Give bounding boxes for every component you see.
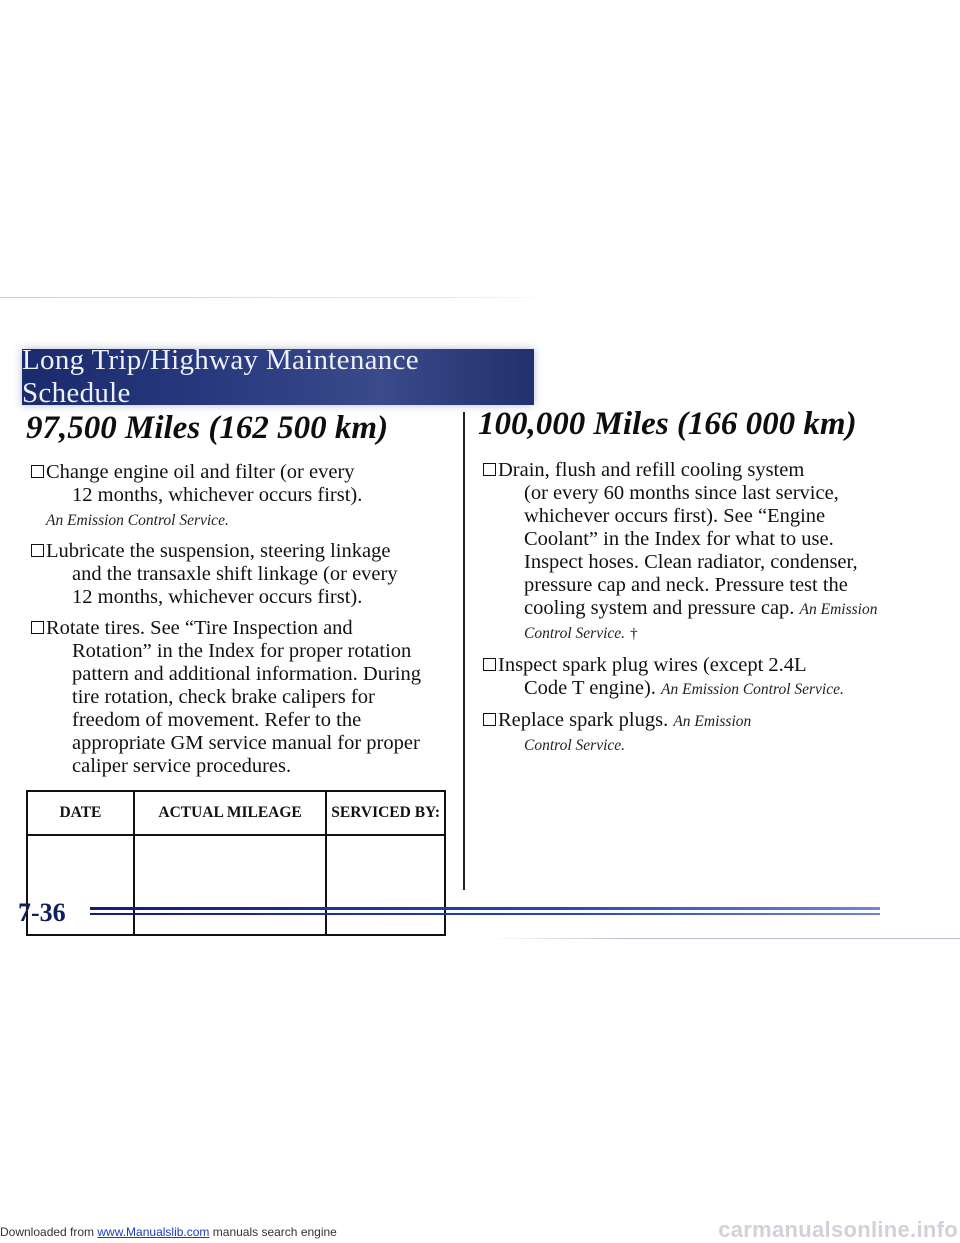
checklist-item-spark-plugs xyxy=(478,709,908,757)
item-text-cont: tire rotation, check brake calipers for xyxy=(72,686,375,708)
dagger-mark: † xyxy=(630,626,638,642)
item-text: Inspect spark plug wires (except 2.4L xyxy=(498,654,807,676)
emission-note: An Emission Control Service. xyxy=(661,681,844,698)
table-header-mileage: ACTUAL MILEAGE xyxy=(134,791,326,835)
footer-rule xyxy=(90,913,880,915)
checkbox[interactable] xyxy=(483,658,496,671)
left-column xyxy=(26,410,456,936)
item-text-cont: freedom of movement. Refer to the xyxy=(72,709,362,731)
table-cell-serviced-by[interactable] xyxy=(326,835,445,935)
item-text: Rotate tires. See “Tire Inspection and xyxy=(46,617,353,639)
table-header-serviced-by: SERVICED BY: xyxy=(326,791,445,835)
item-text-cont: 12 months, whichever occurs first). xyxy=(72,484,363,506)
item-text-last: Code T engine). xyxy=(524,677,656,699)
page-top-rule xyxy=(0,297,560,298)
right-column xyxy=(478,406,908,762)
item-text-cont: caliper service procedures. xyxy=(72,755,292,777)
manualslib-link[interactable]: www.Manualslib.com xyxy=(97,1225,210,1239)
item-text: Drain, flush and refill cooling system xyxy=(498,459,805,481)
item-text-cont: pattern and additional information. During xyxy=(72,663,421,685)
right-section-heading: 100,000 Miles (166 000 km) xyxy=(478,406,857,442)
column-divider xyxy=(463,412,465,890)
checkbox[interactable] xyxy=(31,544,44,557)
checkbox[interactable] xyxy=(31,621,44,634)
download-suffix: manuals search engine xyxy=(209,1225,337,1239)
emission-note-cont: Control Service. xyxy=(524,737,626,754)
item-text: Change engine oil and filter (or every xyxy=(46,461,355,483)
item-text-cont: Inspect hoses. Clean radiator, condenser, xyxy=(524,551,858,573)
item-text-cont xyxy=(498,597,908,621)
item-text-cont xyxy=(498,621,908,646)
emission-note: An Emission xyxy=(673,713,752,730)
site-watermark: carmanualsonline.info xyxy=(718,1217,958,1242)
item-text-cont: whichever occurs first). See “Engine xyxy=(524,505,826,527)
item-text xyxy=(498,709,908,733)
table-cell-mileage[interactable] xyxy=(134,835,326,935)
page-title: Long Trip/Highway Maintenance Schedule xyxy=(22,344,419,409)
item-text-cont: pressure cap and neck. Pressure test the xyxy=(524,574,848,596)
item-text-cont: Rotation” in the Index for proper rotation xyxy=(72,640,412,662)
item-text: Lubricate the suspension, steering linkage xyxy=(46,540,391,562)
checklist-item-rotate-tires xyxy=(26,617,456,778)
checkbox[interactable] xyxy=(483,463,496,476)
download-prefix: Downloaded from xyxy=(0,1225,98,1239)
checkbox[interactable] xyxy=(483,713,496,726)
checklist-item-cooling-system xyxy=(478,459,908,646)
table-header-date: DATE xyxy=(27,791,134,835)
item-text-cont xyxy=(498,677,908,701)
emission-note: An Emission xyxy=(799,601,878,618)
item-text-cont: 12 months, whichever occurs first). xyxy=(72,586,363,608)
item-text-cont: (or every 60 months since last service, xyxy=(524,482,839,504)
emission-note: An Emission Control Service. xyxy=(46,512,229,529)
page-number: 7-36 xyxy=(18,898,66,927)
item-text-last: cooling system and pressure cap. xyxy=(524,597,795,619)
checkbox[interactable] xyxy=(31,465,44,478)
emission-note-cont: Control Service. xyxy=(524,625,626,642)
checklist-item-spark-plug-wires xyxy=(478,654,908,701)
item-text-cont: and the transaxle shift linkage (or every xyxy=(72,563,398,585)
item-text-cont xyxy=(498,733,908,757)
left-section-heading: 97,500 Miles (162 500 km) xyxy=(26,410,389,446)
item-text-cont: appropriate GM service manual for proper xyxy=(72,732,420,754)
footer-rule xyxy=(90,907,880,910)
page-bottom-edge xyxy=(490,938,960,939)
checklist-item-oil-change xyxy=(26,461,456,532)
checklist-item-lubricate xyxy=(26,540,456,609)
section-header-bar xyxy=(22,344,534,409)
item-text-cont: Coolant” in the Index for what to use. xyxy=(524,528,834,550)
item-text-main: Replace spark plugs. xyxy=(498,709,669,731)
